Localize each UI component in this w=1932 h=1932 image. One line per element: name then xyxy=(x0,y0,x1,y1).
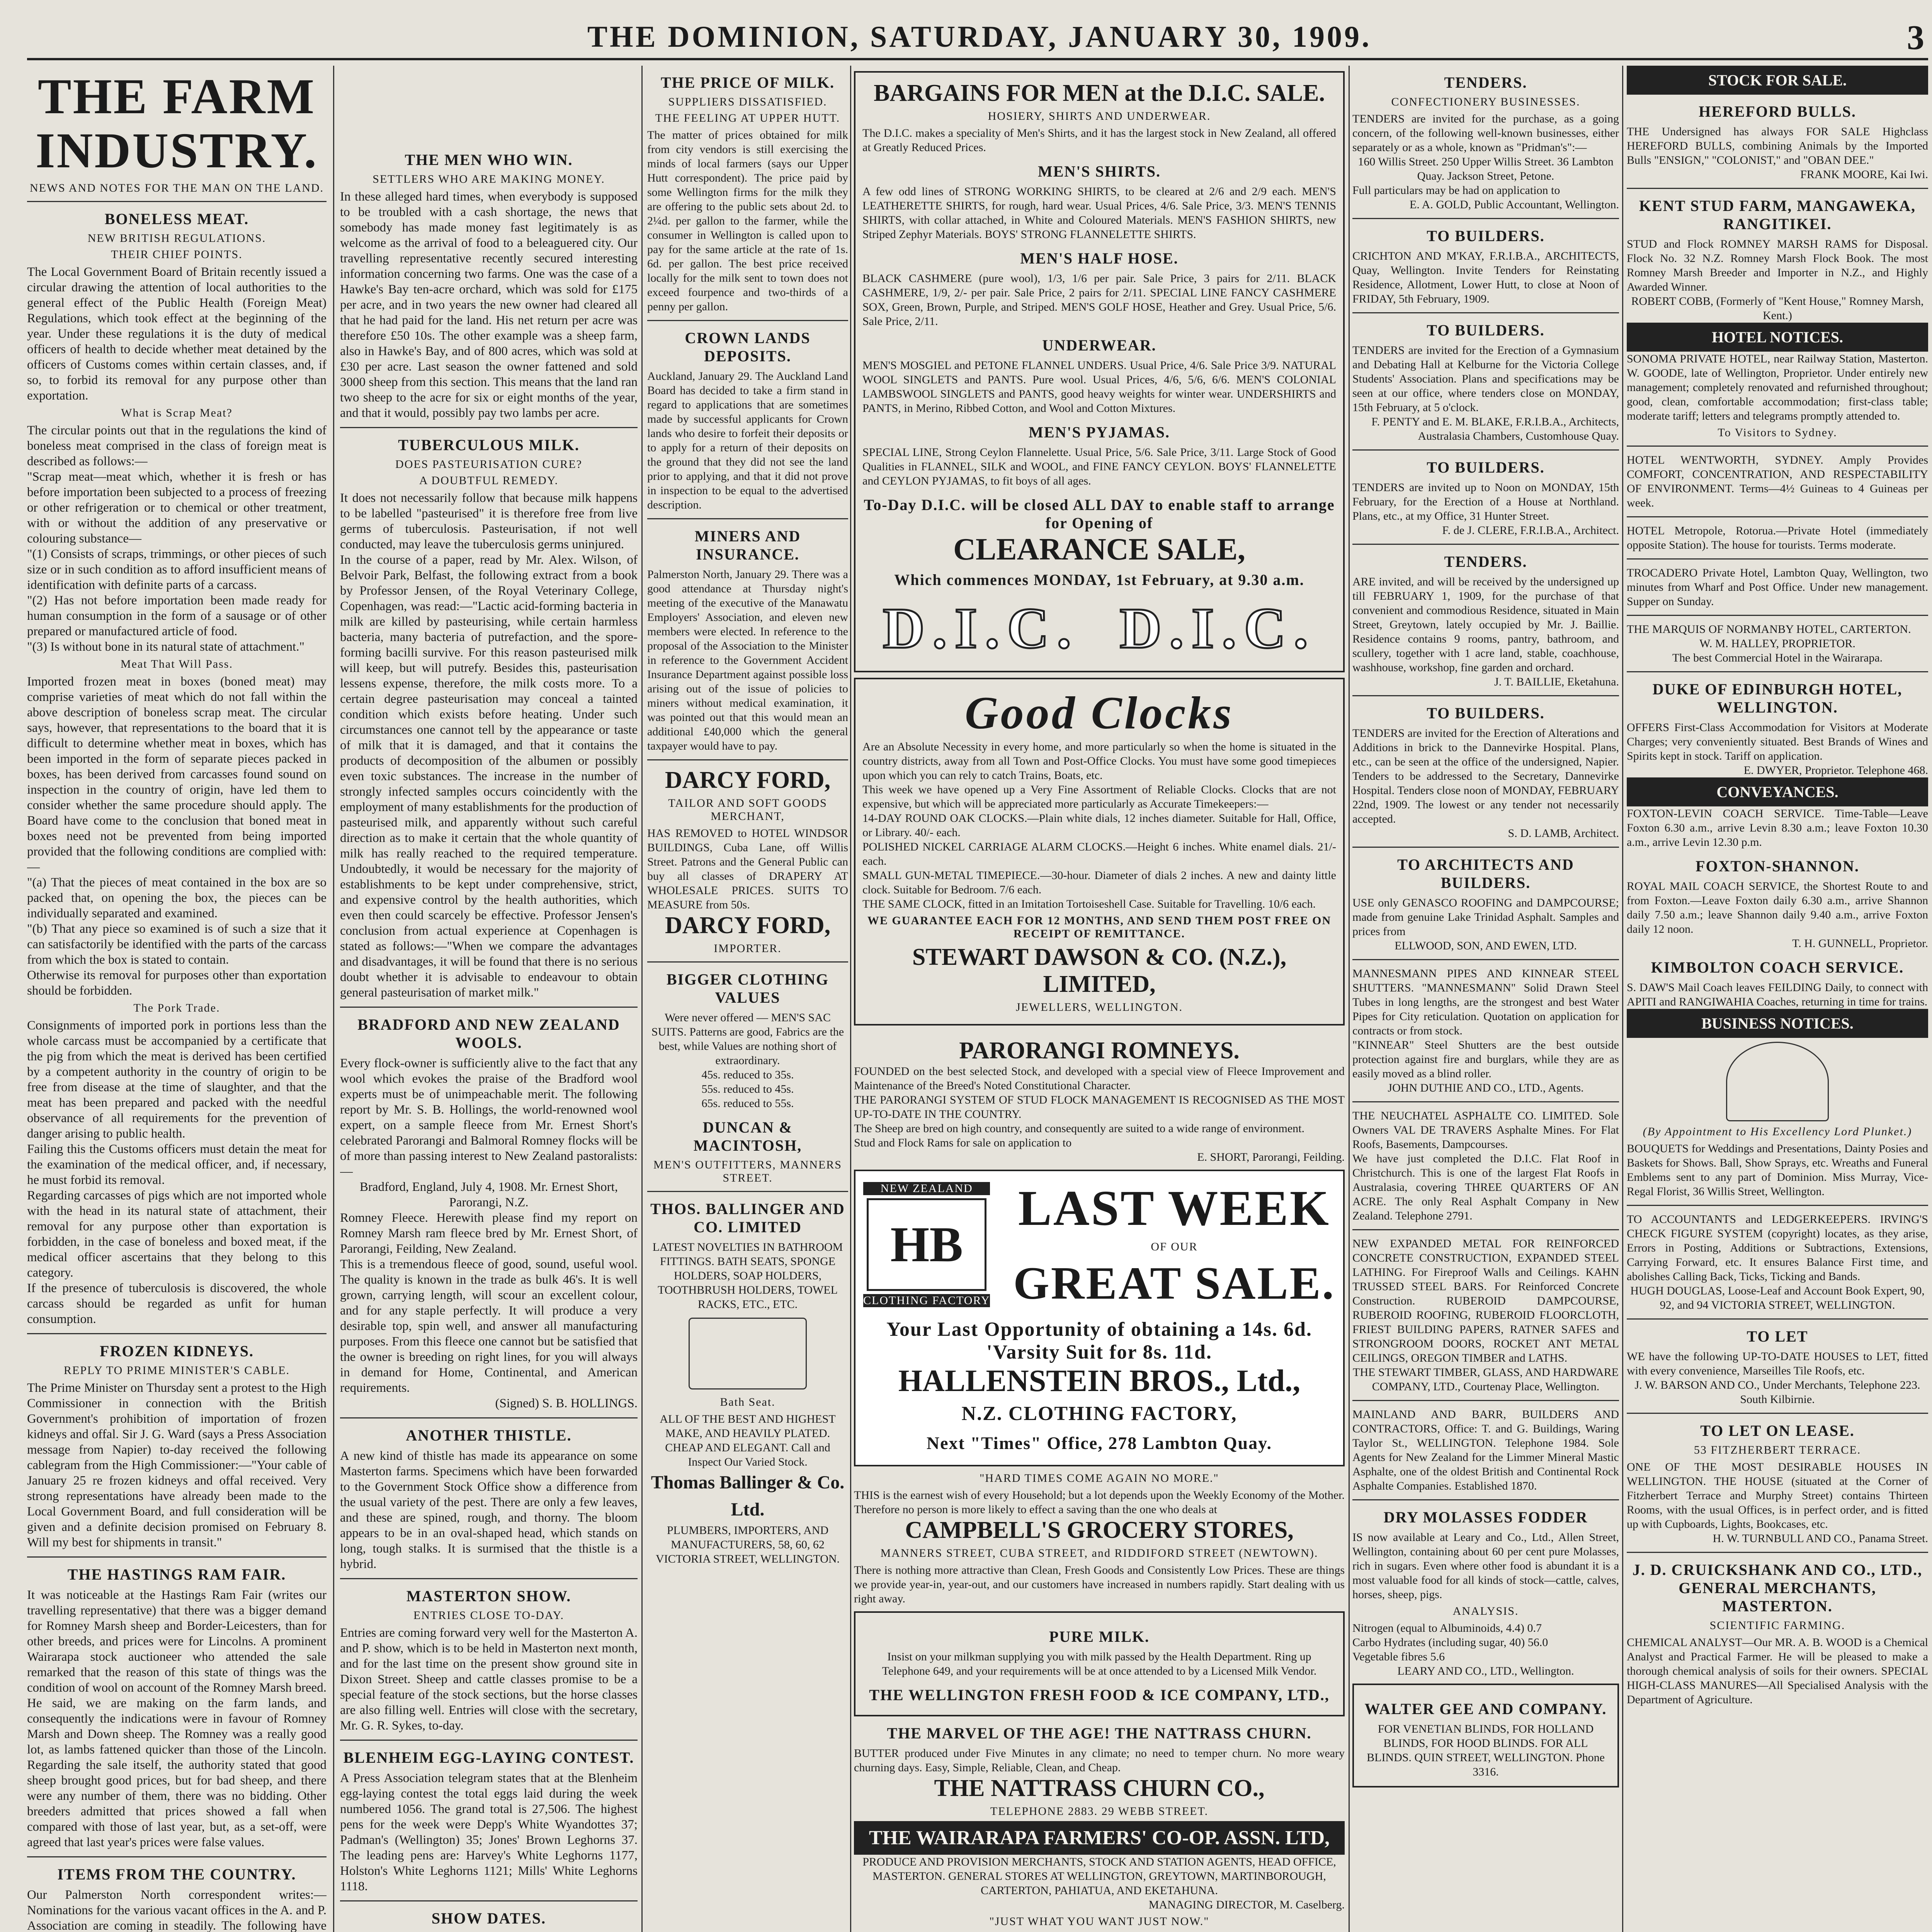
notice-tagline: (By Appointment to His Excellency Lord Plunket.) xyxy=(1643,1125,1912,1138)
notice-signature: S. D. LAMB, Architect. xyxy=(1508,827,1619,840)
paragraph: "(1) Consists of scraps, trimmings, or other pieces of such size or in such condition as to afford insufficient means of identification with definite parts of a carcass. xyxy=(27,547,327,592)
article-heading: ANOTHER THISTLE. xyxy=(406,1427,572,1444)
ad-body: FOUNDED on the best selected Stock, and developed with a special view of Fleece Improvement and Maintenance of the Breed's Noted Constitutional Character. xyxy=(854,1065,1345,1092)
article-heading: SHOW DATES. xyxy=(431,1910,546,1927)
divider xyxy=(1352,544,1619,545)
divider xyxy=(1352,847,1619,848)
paragraph: This is a tremendous fleece of good, sound, useful wool. The quality is known in the trade as bulk 46's. It is well grown, carrying length, will scour an excellent colour, and for any staple perfectly. It will produce a very desirable top, spin well, and answer all manufacturing purposes. From this fleece one cannot but be satisfied that the owner is breeding on right lines, for you will always in demand for Home, Continental, and American requirements. xyxy=(340,1257,638,1395)
article-heading: TUBERCULOUS MILK. xyxy=(398,436,580,454)
article-subheading: DOES PASTEURISATION CURE? xyxy=(395,458,582,471)
column-notices xyxy=(1627,66,1928,1932)
section-heading: DRY MOLASSES FODDER xyxy=(1383,1509,1588,1526)
paragraph: In the course of a paper, read by Mr. Alex. Wilson, of Belvoir Park, Belfast, the following extract from a book by Professor Jensen, of the Royal Veterinary College, Copenhagen, was read:—"Lactic acid-forming bacteria in milk are killed by pasteurising, while certain harmless bacteria, many bacteria of putrefaction, and the spore-forming bacilli survive. For this reason pasteurised milk will keep, but will putrefy. Besides this, pasteurisation lessens expense, therefore, the milk costs more. To a certain degree pasteurisation may conceal a tainted condition which exists before heating. Under such circumstances one cannot tell by the appearance or taste of milk that it is damaged, and that it contains the products of decomposition of the albumen or possibly even toxic substances. The increase in the number of strongly infected samples occurs coincidently with the employment of many establishments for the production of pasteurised milk, and apparently without such careful direction as to make it certain that the whole quantity of milk has really reached to the required temperature. Undoubtedly, it would be necessary for the majority of establishments to be kept under comprehensive, strict, and expensive control by the health authorities, which even then could scarcely be effective. Professor Jensen's conclusion from actual experience at Copenhagen is stated as follows:—"When we compare the advantages and disadvantages, it will be found that there is no serious doubt whether it is advisable to endeavour to obtain general pasteurisation of market milk." xyxy=(340,553,638,1000)
notice-body: USE only GENASCO ROOFING and DAMPCOURSE; made from genuine Lake Trinidad Asphalt. Samples and prices from xyxy=(1352,896,1619,938)
article-heading: BLENHEIM EGG-LAYING CONTEST. xyxy=(343,1749,634,1766)
article-heading: BONELESS MEAT. xyxy=(104,210,249,228)
article-heading: THE MEN WHO WIN. xyxy=(405,151,573,168)
page-number: 3 xyxy=(1907,19,1924,57)
notice-heading: FOXTON-SHANNON. xyxy=(1696,857,1859,875)
ad-body: PLUMBERS, IMPORTERS, AND MANUFACTURERS, 58, 60, 62 VICTORIA STREET, WELLINGTON. xyxy=(655,1524,840,1565)
notice-body: TROCADERO Private Hotel, Lambton Quay, Wellington, two minutes from Wharf and Post Office. Under new management. Supper on Sunday. xyxy=(1627,566,1928,608)
paragraph: Regarding carcasses of pigs which are not imported whole with the head in its natural state of attachment, their removal for any purpose other than exportation is forbidden, in the case of boneless and boxed meat, if the medical officer ascertains that they belong to this category. xyxy=(27,1189,327,1280)
divider xyxy=(1352,959,1619,960)
column-rule xyxy=(641,66,643,1932)
ad-heading: PURE MILK. xyxy=(1049,1628,1150,1645)
ad-body: THIS is the earnest wish of every Household; but a lot depends upon the Weekly Economy of the Mother. Therefore no person is more likely to effect a saving than the one who deals at xyxy=(854,1489,1345,1516)
ad-subheading: MANNERS STREET, CUBA STREET, and RIDDIFORD STREET (NEWTOWN). xyxy=(880,1547,1318,1560)
newspaper-page xyxy=(27,15,1928,1932)
list-item: POLISHED NICKEL CARRIAGE ALARM CLOCKS.—Height 6 inches. White enamel dials. 21/- each. xyxy=(862,840,1336,867)
notice-body: NEW EXPANDED METAL FOR REINFORCED CONCRETE CONSTRUCTION, EXPANDED STEEL LATHING. For Fireproof Walls and Ceilings. KAHN TRUSSED STEEL BARS. For Reinforced Concrete Construction. RUBEROID DAMPCOURSE, RUBEROID ROOFING, RUBEROID FLOORCLOTH, FRIEST BUILDING PAPERS, RATNER SAFES and STRONGROOM DOORS, ROCKET ANT METAL CEILINGS, OREGON TIMBER and LATHS. xyxy=(1352,1237,1619,1364)
section-subheading: ANALYSIS. xyxy=(1452,1605,1519,1617)
ad-body: Were never offered — MEN'S SAC SUITS. Patterns are good, Fabrics are the best, while Values are nothing short of extraordinary. xyxy=(651,1011,844,1067)
ad-heading: BARGAINS FOR MEN at the D.I.C. SALE. xyxy=(874,80,1325,106)
divider xyxy=(647,961,848,963)
masthead xyxy=(27,15,1928,60)
paragraph: If the presence of tuberculosis is discovered, the whole carcass should be regarded as unfit for human consumption. xyxy=(27,1281,327,1326)
article-heading: MASTERTON SHOW. xyxy=(406,1587,571,1605)
notice-body: HOTEL WENTWORTH, SYDNEY. Amply Provides COMFORT, CONCENTRATION, AND RESPECTABILITY OF ENVIRONMENT. Terms—4½ Guineas to 4 Guineas per week. xyxy=(1627,454,1928,509)
notice-body: THE Undersigned has always FOR SALE Highclass HEREFORD BULLS, combining Animals by the Imported Bulls "ENSIGN," "COLONIST," and "OBAN DEE." xyxy=(1627,125,1928,167)
notice-body: BOUQUETS for Weddings and Presentations, Dainty Posies and Baskets for Shows. Ball, Show Sprays, etc. Wreaths and Funeral Emblems sent to any part of Dominion. Miss Murray, Vice-Regal Florist, 36 Willis Street, Wellington. xyxy=(1627,1142,1928,1198)
clocks-advertisement xyxy=(854,678,1345,1026)
article-heading: THE PRICE OF MILK. xyxy=(660,74,835,91)
notice-body: CRICHTON AND M'KAY, F.R.I.B.A., ARCHITECTS, Quay, Wellington. Invite Tenders for Reinstating Residence, Allotment, Lower Hutt, to close at Noon of FRIDAY, 5th February, 1909. xyxy=(1352,250,1619,305)
ad-subheading: UNDERWEAR. xyxy=(1042,337,1156,354)
ad-body: SPECIAL LINE, Strong Ceylon Flannelette. Usual Price, 5/6. Sale Price, 3/11. Large Stock of Good Qualities in FLANNEL, SILK and WOOL, and FINE FANCY CEYLON. BOYS' FLANNELETTE and CEYLON PYJAMAS, to fit boys of all ages. xyxy=(862,446,1336,487)
paragraph: The Prime Minister on Thursday sent a protest to the High Commissioner in connection with the British Government's prohibition of importation of frozen kidneys and offal. Sir J. G. Ward (says a Press Association message from Napier) to-day received the following cablegram from the High Commissioner:—"Your cable of January 25 re frozen kidneys and offal received. Very strong representations have already been made to the Local Government Board, and full consideration will be given and a definite decision promised on February 8. Will my best for shipments in transit." xyxy=(27,1381,327,1549)
notice-body: We have just completed the D.I.C. Flat Roof in Christchurch. This is one of the largest Flat Roofs in Australasia, covering THREE QUARTERS OF AN ACRE. The only Real Asphalt Company in New Zealand. Telephone 2791. xyxy=(1352,1152,1619,1222)
divider xyxy=(647,518,848,519)
section-heading: STOCK FOR SALE. xyxy=(1627,66,1928,95)
section-heading: CONVEYANCES. xyxy=(1627,777,1928,806)
divider xyxy=(1352,695,1619,696)
ad-body: PRODUCE AND PROVISION MERCHANTS, STOCK AND STATION AGENTS, HEAD OFFICE, MASTERTON. GENERAL STORES AT WELLINGTON, GREYTOWN, MARTINBOROUGH, CARTERTON, PAHIATUA, AND EKETAHUNA. xyxy=(862,1855,1336,1897)
column-rule xyxy=(333,66,334,1932)
notice-body: TENDERS are invited for the purchase, as a going concern, of the following well-known businesses, either separately or as a whole, known as "Pridman's":— xyxy=(1352,112,1619,154)
section-heading: TO BUILDERS. xyxy=(1427,704,1545,722)
divider xyxy=(1627,516,1928,517)
divider xyxy=(1352,312,1619,313)
notice-body: SONOMA PRIVATE HOTEL, near Railway Station, Masterton. W. GOODE, late of Wellington, Proprietor. Under entirely new management; completely renovated and refurnished throughout; good, clean, comfortable accommodation; first-class table; moderate tariff; letters and telegrams promptly attended to. xyxy=(1627,352,1928,422)
paragraph: Palmerston North, January 29. There was a good attendance at Thursday night's meeting of the executive of the Manawatu Employers' Association, and eleven new members were elected. In reference to the proposal of the Association to the Minister in reference to the Government Accident Insurance Department against possible loss arising out of the issue of policies to miners without medical examination, it was pointed out that this would mean an additional £40,000 which the general taxpayer would have to pay. xyxy=(647,568,848,752)
paragraph: It was noticeable at the Hastings Ram Fair (writes our travelling representative) that there was a bigger demand for Romney Marsh sheep and Border-Leicesters, than for other breeds, and prices were for Lincolns. A prominent Wairarapa stock auctioneer who attended the sale remarked that the reason of this state of things was the condition of wool on account of the Romney Marsh breed. He said, we are making on the farm lands, and consequently the indications were in favour of Romney Marsh and Down sheep. The Romney was a really good lot, as lambs fattened quicker than those of the Lincoln. Regarding the sale itself, the authority stated that good sheep brought good prices, but for bad sheep, and there were any number of them, there was no bidding. Other breeders admitted that prices showed a fall when compared with those of last year, but, as a set-off, were agreed that last year's prices were false values. xyxy=(27,1588,327,1849)
notice-body: 160 Willis Street. 250 Upper Willis Street. 36 Lambton Quay. Jackson Street, Petone. xyxy=(1358,155,1614,182)
section-heading: TO ARCHITECTS AND BUILDERS. xyxy=(1397,856,1574,891)
ad-body: There is nothing more attractive than Clean, Fresh Goods and Consistently Low Prices. These are things we provide year-in, year-out, and our customers have increased in numbers rapidly. Start dealing with us right away. xyxy=(854,1564,1345,1605)
divider xyxy=(1352,1400,1619,1401)
ad-signature: E. SHORT, Parorangi, Feilding. xyxy=(1197,1151,1345,1163)
notice-signature: J. W. BARSON AND CO., Under Merchants, Telephone 223. South Kilbirnie. xyxy=(1634,1379,1920,1406)
notice-body: Full particulars may be had on application to xyxy=(1352,184,1560,197)
ad-signature: MANAGING DIRECTOR, M. Caselberg. xyxy=(1148,1898,1345,1911)
paragraph: Romney Fleece. Herewith please find my report on Romney Marsh ram fleece bred by Mr. Ernest Short, of Parorangi, Feilding, New Zealand. xyxy=(340,1211,638,1256)
ad-heading: THE MARVEL OF THE AGE! THE NATTRASS CHURN. xyxy=(887,1725,1312,1742)
notice-body: THE NEUCHATEL ASPHALTE CO. LIMITED. Sole Owners VAL DE TRAVERS Asphalte Mines. For Flat Roofs, Basements, Dampcourses. xyxy=(1352,1109,1619,1151)
caption: Bath Seat. xyxy=(720,1396,776,1408)
ad-heading: THOS. BALLINGER AND CO. LIMITED xyxy=(650,1200,845,1236)
notice-body: MANNESMANN PIPES AND KINNEAR STEEL SHUTTERS. "MANNESMANN" Solid Drawn Steel Tubes in long lengths, are the strongest and best Water Pipes for City reticulation. Quotation on application for contracts or from stock. xyxy=(1352,967,1619,1037)
column-price-of-milk xyxy=(647,66,848,1932)
inline-heading: What is Scrap Meat? xyxy=(121,406,233,419)
notice-body: FOXTON-LEVIN COACH SERVICE. Time-Table—Leave Foxton 6.30 a.m., arrive Levin 8.30 a.m.; leave Foxton 10.30 a.m., arrive Levin 12.30 p.m. xyxy=(1627,807,1928,849)
notice-body: TENDERS are invited up to Noon on MONDAY, 15th February, for the Erection of a House at Northland. Plans, etc., at my Office, 31 Hunter Street. xyxy=(1352,481,1619,522)
ad-heading: GREAT SALE. xyxy=(1013,1257,1335,1309)
divider xyxy=(27,1856,327,1857)
section-heading: TO BUILDERS. xyxy=(1427,227,1545,245)
ad-heading: LAST WEEK xyxy=(1018,1180,1330,1236)
ad-heading: PARORANGI ROMNEYS. xyxy=(959,1037,1240,1064)
paragraph: It does not necessarily follow that because milk happens to be labelled "pasteurised" it is therefore free from live germs of tuberculosis. Pasteurisation, if not well conducted, may leave the tuberculosis germs uninjured. xyxy=(340,491,638,551)
dic-logo: D.I.C. xyxy=(883,596,1079,660)
ad-subheading: TAILOR AND SOFT GOODS MERCHANT, xyxy=(668,797,827,823)
notice-tagline: To Visitors to Sydney. xyxy=(1718,426,1837,439)
ad-body: MEN'S MOSGIEL and PETONE FLANNEL UNDERS. Usual Price, 4/6. Sale Price 3/9. NATURAL WOOL SINGLETS and PANTS. Pure wool. Usual Prices, 4/6, 5/6, 6/6. MEN'S COLONIAL LAMBSWOOL SINGLETS and PANTS, good heavy weights for winter wear. UNDERSHIRTS and PANTS, in Merino, Ribbed Cotton, and Wool and Cotton Mixtures. xyxy=(862,359,1336,415)
paragraph: Consignments of imported pork in portions less than the whole carcass must be accompanied by a certificate that the pig from which the meat is derived has been certified by a competent authority in the country of origin to be free from disease at the time of slaughter, and that the meat has been prepared and packed with the needful observance of all requirements for the prevention of danger arising to public health. xyxy=(27,1019,327,1141)
ad-signature: HALLENSTEIN BROS., Ltd., xyxy=(898,1364,1301,1398)
ad-body: FOR VENETIAN BLINDS, FOR HOLLAND BLINDS, FOR HOOD BLINDS. FOR ALL BLINDS. QUIN STREET, WELLINGTON. Phone 3316. xyxy=(1367,1723,1605,1778)
ad-subheading: MEN'S PYJAMAS. xyxy=(1029,423,1170,441)
ad-subheading: MEN'S SHIRTS. xyxy=(1037,163,1161,180)
list-item: Carbo Hydrates (including sugar, 40) 56.0 xyxy=(1352,1636,1548,1649)
paragraph: "(a) That the pieces of meat contained in the box are so packed that, on opening the box, the pieces can be individually separated and examined. xyxy=(27,876,327,920)
ad-subheading: OF OUR xyxy=(1151,1240,1198,1253)
ad-heading: CAMPBELL'S GROCERY STORES, xyxy=(905,1517,1294,1543)
ad-subheading: IMPORTER. xyxy=(714,942,782,955)
divider xyxy=(1627,1318,1928,1320)
ad-heading: WALTER GEE AND COMPANY. xyxy=(1364,1700,1607,1718)
paragraph: The circular points out that in the regulations the kind of boneless meat comprised in the class of foreign meat is described as follows:— xyxy=(27,423,327,468)
column-rule xyxy=(850,66,851,1932)
notice-signature: E. DWYER, Proprietor. Telephone 468. xyxy=(1743,764,1928,777)
divider xyxy=(27,201,327,202)
ad-heading: Good Clocks xyxy=(965,687,1234,738)
notice-signature: ROBERT COBB, (Formerly of "Kent House," Romney Marsh, Kent.) xyxy=(1631,295,1924,322)
section-heading: TO BUILDERS. xyxy=(1427,459,1545,476)
divider xyxy=(1352,449,1619,451)
ad-callout: Which commences MONDAY, 1st February, at 9.30 a.m. xyxy=(894,571,1304,588)
divider xyxy=(1352,1499,1619,1500)
ad-callout: Your Last Opportunity of obtaining a 14s. 6d. 'Varsity Suit for 8s. 11d. xyxy=(886,1318,1312,1363)
section-heading: BUSINESS NOTICES. xyxy=(1627,1009,1928,1038)
divider xyxy=(647,759,848,760)
inline-heading: Meat That Will Pass. xyxy=(120,658,233,670)
paragraph: The matter of prices obtained for milk from city vendors is still exercising the minds of local farmers (says our Upper Hutt correspondent). The price paid by some Wellington firms for the milk they are offering to the public sets about 2d. to 2¼d. per gallon to the farmer, while the consumer in Wellington is called upon to pay for the same article at the rate of 1s. 6d. per gallon. The best price received locally for the milk sent to town does not exceed fourpence and two-thirds of a penny per gallon. xyxy=(647,129,848,313)
divider xyxy=(27,1333,327,1334)
ad-body: HAS REMOVED to HOTEL WINDSOR BUILDINGS, Cuba Lane, off Willis Street. Patrons and the General Public can buy all classes of DRAPERY AT WHOLESALE PRICES. SUITS TO MEASURE from 50s. xyxy=(647,827,848,911)
list-item: THE SAME CLOCK, fitted in an Imitation Tortoiseshell Case. Suitable for Travelling. 10/6 each. xyxy=(862,898,1316,910)
section-subtitle: NEWS AND NOTES FOR THE MAN ON THE LAND. xyxy=(29,182,324,194)
notice-body: CHEMICAL ANALYST—Our MR. A. B. WOOD is a Chemical Analyst and Practical Farmer. He will be pleased to make a thorough chemical analysis of soils for their owners. SPECIAL HIGH-CLASS MANURES—All Specialised Analysis with the Department of Agriculture. xyxy=(1627,1636,1928,1706)
ad-body: Stud and Flock Rams for sale on application to xyxy=(854,1136,1072,1149)
divider xyxy=(340,1900,638,1901)
notice-signature: F. PENTY and E. M. BLAKE, F.R.I.B.A., Architects, Australasia Chambers, Customhouse Quay. xyxy=(1371,415,1619,442)
signature: (Signed) S. B. HOLLINGS. xyxy=(495,1396,638,1410)
ad-body: This week we have opened up a Very Fine Assortment of Reliable Clocks. Clocks that are not expensive, but which will be appreciated more particularly as Accurate Timekeepers:— xyxy=(862,783,1336,810)
dic-advertisement xyxy=(854,71,1345,672)
notice-signature: LEARY AND CO., LTD., Wellington. xyxy=(1397,1665,1574,1677)
ad-body: ALL OF THE BEST AND HIGHEST MAKE, AND HEAVILY PLATED. CHEAP AND ELEGANT. Call and Inspect Our Varied Stock. xyxy=(660,1413,836,1468)
paragraph: Imported frozen meat in boxes (boned meat) may comprise varieties of meat which do not fall within the above description of boneless scrap meat. The circular says, however, that representations to the board that it is difficult to determine whether meat in boxes, which has been imported in the form of separate pieces packed in boxes, has been derived from carcasses found sound on inspection in the country of origin, have led them to consider whether the same procedure should apply. The Board have come to the conclusion that boned meat in boxes need not be prevented from being imported provided that the following conditions are complied with:— xyxy=(27,675,327,874)
ad-body: The D.I.C. makes a speciality of Men's Shirts, and it has the largest stock in New Zealand, all offered at Greatly Reduced Prices. xyxy=(862,127,1336,154)
ad-body: BLACK CASHMERE (pure wool), 1/3, 1/6 per pair. Sale Price, 3 pairs for 2/11. BLACK CASHMERE, 1/9, 2/- per pair. Sale Price, 2 pairs for 2/11. SPECIAL LINE FANCY CASHMERE SOX, Green, Brown, Purple, and Striped. MEN'S GOLF HOSE, Heather and Grey. Usual Price, 5/6. Sale Price, 2/11. xyxy=(862,272,1336,328)
hb-banner-top: NEW ZEALAND xyxy=(863,1182,990,1195)
price-line: 45s. reduced to 35s. xyxy=(701,1068,794,1081)
article-subheading: SETTLERS WHO ARE MAKING MONEY. xyxy=(372,173,605,185)
divider xyxy=(1352,1101,1619,1102)
ad-signature: STEWART DAWSON & CO. (N.Z.), LIMITED, xyxy=(912,944,1287,997)
notice-subheading: SCIENTIFIC FARMING. xyxy=(1709,1619,1845,1632)
article-subheading: A DOUBTFUL REMEDY. xyxy=(419,474,559,487)
column-men-who-win xyxy=(340,66,638,1932)
paragraph: Entries are coming forward very well for the Masterton A. and P. show, which is to be held in Masterton next month, and for the last time on the present show ground site in Dixon Street. Sheep and cattle classes promise to be a special feature of the stock sections, but the horse classes are also filling well. Entries will close with the secretary, Mr. G. R. Sykes, to-day. xyxy=(340,1626,638,1733)
ad-heading: THE WAIRARAPA FARMERS' CO-OP. ASSN. LTD, xyxy=(854,1821,1345,1855)
ad-subheading: MEN'S OUTFITTERS, MANNERS STREET. xyxy=(653,1158,842,1184)
divider xyxy=(1627,615,1928,616)
notice-signature: W. M. HALLEY, PROPRIETOR. xyxy=(1699,637,1855,650)
divider xyxy=(1352,1229,1619,1230)
paragraph: "(3) Is without bone in its natural state of attachment." xyxy=(27,640,304,654)
divider xyxy=(340,1578,638,1579)
column-farm-industry xyxy=(27,66,327,1932)
section-heading: TO BUILDERS. xyxy=(1427,321,1545,339)
notice-heading: DUKE OF EDINBURGH HOTEL, WELLINGTON. xyxy=(1652,680,1903,716)
notice-signature: ELLWOOD, SON, AND EWEN, LTD. xyxy=(1395,939,1577,952)
notice-body: WE have the following UP-TO-DATE HOUSES to LET, fitted with every convenience, Marseilles Tile Roofs, etc. xyxy=(1627,1350,1928,1377)
notice-signature: HUGH DOUGLAS, Loose-Leaf and Account Book Expert, 90, 92, and 94 VICTORIA STREET, WELLINGTON. xyxy=(1630,1284,1925,1311)
paragraph: Otherwise its removal for purposes other than exportation should be forbidden. xyxy=(27,968,327,998)
list-item: Nitrogen (equal to Albuminoids, 4.4) 0.7 xyxy=(1352,1622,1542,1634)
ad-heading: DARCY FORD, xyxy=(665,767,831,793)
ad-subheading: HOSIERY, SHIRTS AND UNDERWEAR. xyxy=(988,110,1211,122)
paragraph: The Local Government Board of Britain recently issued a circular drawing the attention of local authorities to the general effect of the Public Health (Foreign Meat) Regulations, which took effect at the beginning of the year. Under these regulations it is the duty of medical officers of health to decide whether meat detained by the officers of Customs comes within certain classes, and, if so, to forbid its removal for any purpose other than exportation. xyxy=(27,265,327,403)
ad-signature: THE NATTRASS CHURN CO., xyxy=(934,1775,1265,1801)
column-tenders xyxy=(1352,66,1619,1932)
notice-heading: HEREFORD BULLS. xyxy=(1699,103,1856,120)
notice-body: TENDERS are invited for the Erection of a Gymnasium and Debating Hall at Kelburne for the Victoria College Students' Association. Plans and specifications may be seen at our office, where tenders close on MONDAY, 15th February, at 5 o'clock. xyxy=(1352,344,1619,414)
divider xyxy=(1627,188,1928,189)
paragraph: Auckland, January 29. The Auckland Land Board has decided to take a firm stand in regard to applications that are sometimes made by successful applicants for Crown lands who desire to forfeit their deposits or to apply for a return of their deposits on the ground that they did not see the land prior to applying, and that it did not prove in inspection to be equal to the advertised description. xyxy=(647,370,848,511)
column-rule xyxy=(1622,66,1623,1932)
divider xyxy=(1627,558,1928,560)
notice-signature: THE STEWART TIMBER, GLASS, AND HARDWARE COMPANY, LTD., Courtenay Place, Wellington. xyxy=(1353,1366,1619,1393)
notice-body: HOTEL Metropole, Rotorua.—Private Hotel (immediately opposite Station). The house for tourists. Terms moderate. xyxy=(1627,524,1928,551)
article-heading: CROWN LANDS DEPOSITS. xyxy=(685,329,811,365)
ad-body: LATEST NOVELTIES IN BATHROOM FITTINGS. BATH SEATS, SPONGE HOLDERS, SOAP HOLDERS, TOOTHBRUSH HOLDERS, TOWEL RACKS, ETC., ETC. xyxy=(652,1241,843,1311)
section-heading: TENDERS. xyxy=(1444,74,1527,91)
article-subheading: ENTRIES CLOSE TO-DAY. xyxy=(413,1609,565,1622)
ad-body: THE PARORANGI SYSTEM OF STUD FLOCK MANAGEMENT IS RECOGNISED AS THE MOST UP-TO-DATE IN THE COUNTRY. xyxy=(854,1094,1345,1121)
ad-body: A few odd lines of STRONG WORKING SHIRTS, to be cleared at 2/6 and 2/9 each. MEN'S LEATHERETTE SHIRTS, for rough, hard wear. Usual Prices, 4/6. Sale Price, 3/3. MEN'S TENNIS SHIRTS, with collar attached, in White and Coloured Materials. MEN'S FASHION SHIRTS, new Striped Zephyr Materials. BOYS' STRONG FLANNELETTE SHIRTS. xyxy=(862,185,1336,241)
notice-body: MAINLAND AND BARR, BUILDERS AND CONTRACTORS, Office: T. and G. Buildings, Waring Taylor St., WELLINGTON. Telephone 1984. Sole Agents for New Zealand for the Limmer Mineral Mastic Asphalte, one of the oldest British and Continental Rock Asphalte Companies. Established 1870. xyxy=(1352,1408,1619,1492)
notice-signature: F. de J. CLERE, F.R.I.B.A., Architect. xyxy=(1442,524,1619,537)
divider xyxy=(340,1417,638,1418)
notice-heading: J. D. CRUICKSHANK AND CO., LTD., GENERAL MERCHANTS, MASTERTON. xyxy=(1632,1561,1923,1615)
notice-body: IS now available at Leary and Co., Ltd., Allen Street, Wellington, containing about 60 per cent pure Molasses, rich in sugars. Even where other food is abundant it is a most valuable food for all kinds of stock—cattle, calves, horses, sheep, pigs. xyxy=(1352,1531,1619,1601)
notice-body: "KINNEAR" Steel Shutters are the best outside protection against fire and burglars, while they are as easily moved as a blind roller. xyxy=(1352,1039,1619,1080)
divider xyxy=(1627,1552,1928,1553)
notice-heading: TO LET ON LEASE. xyxy=(1700,1422,1855,1439)
paragraph: "(2) Has not before importation been made ready for human consumption in the form of a sausage or of other prepared or manufactured article of food. xyxy=(27,594,327,638)
divider xyxy=(1627,1205,1928,1206)
notice-body: ROYAL MAIL COACH SERVICE, the Shortest Route to and from Foxton.—Leave Foxton daily 6.30 a.m., arrive Shannon daily 7.50 a.m.; leave Shannon daily 9.40 a.m., arrive Foxton daily 12 noon. xyxy=(1627,880,1928,935)
paragraph: "(b) That any piece so examined is of such a size that it can satisfactorily be identified with the parts of the carcass from which the box is stated to contain. xyxy=(27,922,327,967)
article-subheading: NEW BRITISH REGULATIONS. xyxy=(87,232,266,245)
ad-callout: WE GUARANTEE EACH FOR 12 MONTHS, AND SEND THEM POST FREE ON RECEIPT OF REMITTANCE. xyxy=(867,914,1332,940)
notice-body: OFFERS First-Class Accommodation for Visitors at Moderate Charges; very conveniently situated. Best Brands of Wines and Spirits kept in stock. Tariff on application. xyxy=(1627,721,1928,762)
divider xyxy=(647,320,848,321)
article-heading: ITEMS FROM THE COUNTRY. xyxy=(57,1866,296,1883)
divider xyxy=(1627,671,1928,672)
ad-signature: DUNCAN & MACINTOSH, xyxy=(693,1119,802,1154)
notice-body: S. DAW'S Mail Coach leaves FEILDING Daily, to connect with APITI and RANGIWAHIA Coaches, returning in time for trains. xyxy=(1627,981,1928,1008)
article-subheading: REPLY TO PRIME MINISTER'S CABLE. xyxy=(63,1364,290,1377)
ad-signature: THE WELLINGTON FRESH FOOD & ICE COMPANY, LTD., xyxy=(869,1686,1330,1704)
divider xyxy=(1627,446,1928,447)
notice-subheading: 53 FITZHERBERT TERRACE. xyxy=(1694,1444,1861,1456)
divider xyxy=(340,1007,638,1008)
hb-logo: HB xyxy=(867,1198,986,1291)
list-item: Vegetable fibres 5.6 xyxy=(1352,1650,1445,1663)
notice-signature: T. H. GUNNELL, Proprietor. xyxy=(1792,937,1928,950)
notice-signature: E. A. GOLD, Public Accountant, Wellington. xyxy=(1410,198,1619,211)
notice-body: The best Commercial Hotel in the Wairarapa. xyxy=(1672,651,1883,664)
notice-body: TO ACCOUNTANTS and LEDGERKEEPERS. IRVING'S CHECK FIGURE SYSTEM (copyright) locates, as they arise, Errors in Posting, Additions or Subtractions, Extensions, Carrying Forward, etc. It ensures Balance First time, and abolishes Calling Back, Ticks, Ticking and Bands. xyxy=(1627,1213,1928,1283)
divider xyxy=(27,1556,327,1558)
ad-subheading: N.Z. CLOTHING FACTORY, xyxy=(961,1403,1237,1425)
ad-signature: DARCY FORD, xyxy=(665,912,831,939)
divider xyxy=(647,1191,848,1192)
ad-body: Insist on your milkman supplying you with milk passed by the Health Department. Ring up Telephone 649, and your requirements will be at once attended to by a Licensed Milk Vendor. xyxy=(882,1650,1317,1677)
divider xyxy=(340,427,638,428)
article-subheading: THEIR CHIEF POINTS. xyxy=(111,248,243,261)
divider xyxy=(1352,218,1619,219)
article-subheading: SUPPLIERS DISSATISFIED. xyxy=(668,95,827,108)
notice-body: ONE OF THE MOST DESIRABLE HOUSES IN WELLINGTON. THE HOUSE (situated at the Corner of Fitzherbert Terrace and Murphy Street) contains Thirteen Rooms, with the usual Offices, is in perfect order, and is fitted up with Cupboards, Lights, Bookcases, etc. xyxy=(1627,1461,1928,1531)
list-item: SMALL GUN-METAL TIMEPIECE.—30-hour. Diameter of dials 2 inches. A new and dainty little clock. Suitable for Bedroom. 7/6 each. xyxy=(862,869,1336,896)
walter-gee-advertisement xyxy=(1352,1684,1619,1787)
notice-body: ARE invited, and will be received by the undersigned up till FEBRUARY 1, 1909, for the purchase of that convenient and commodious Residence, situated in Main Street, Greytown, lately occupied by Mr. J. Baillie. Residence contains 9 rooms, pantry, bathroom, and scullery, together with 1 acre land, stable, coachhouse, washhouse, workshop, fine garden and orchard. xyxy=(1352,575,1619,674)
notice-signature: JOHN DUTHIE AND CO., LTD., Agents. xyxy=(1388,1082,1584,1094)
inline-heading: The Pork Trade. xyxy=(133,1002,220,1014)
divider xyxy=(340,1740,638,1741)
notice-body: THE MARQUIS OF NORMANBY HOTEL, CARTERTON. xyxy=(1627,623,1911,636)
article-heading: MINERS AND INSURANCE. xyxy=(694,527,801,563)
divider xyxy=(1627,1413,1928,1414)
price-line: 55s. reduced to 45s. xyxy=(701,1083,794,1095)
ad-heading: CLEARANCE SALE, xyxy=(953,532,1245,566)
article-heading: FROZEN KIDNEYS. xyxy=(100,1342,254,1360)
list-item: 14-DAY ROUND OAK CLOCKS.—Plain white dials, 12 inches diameter. Suitable for Hall, Office, or Library. 40/- each. xyxy=(862,812,1336,839)
ad-body: BUTTER produced under Five Minutes in any climate; no need to temper churn. No more weary churning days. Easy, Simple, Reliable, Clean, and Cheap. xyxy=(854,1747,1345,1774)
paragraph: "Scrap meat—meat which, whether it is fresh or has before importation been subjected to a process of freezing or other refrigeration or to chemical or other treatment, with or without the addition of any preservative or colouring substance— xyxy=(27,470,327,546)
notice-signature: H. W. TURNBULL AND CO., Panama Street. xyxy=(1713,1532,1928,1545)
notice-body: TENDERS are invited for the Erection of Alterations and Additions in brick to the Dannevirke Hospital. Plans, etc., can be seen at the office of the undersigned, Napier. Tenders to be addressed to the Secretary, Dannevirke Hospital. Tenders close noon of MONDAY, FEBRUARY 22nd, 1909. The lowest or any tender not necessarily accepted. xyxy=(1352,727,1619,825)
ad-signature: Thomas Ballinger & Co. Ltd. xyxy=(651,1472,845,1520)
ad-body: The Sheep are bred on high country, and consequently are suited to a wide range of environment. xyxy=(854,1122,1305,1135)
bath-seat-illustration xyxy=(689,1318,807,1389)
ad-body: Are an Absolute Necessity in every home, and more particularly so when the home is situated in the country districts, away from all Town and Post-Office Clocks. You must have some good timepieces upon which you can rely to catch Trains, Boats, etc. xyxy=(862,740,1336,782)
article-heading: THE HASTINGS RAM FAIR. xyxy=(67,1566,286,1583)
paragraph: Every flock-owner is sufficiently alive to the fact that any wool which evokes the praise of the Bradford wool experts must be of unimpeachable merit. The following report by Mr. S. B. Hollings, the world-renowned wool expert, on a sample fleece from Mr. Ernest Short's celebrated Parorangi and Balmoral Romney flocks will be of more than passing interest to New Zealand pastoralists:— xyxy=(340,1056,638,1179)
notice-body: STUD and Flock ROMNEY MARSH RAMS for Disposal. Flock No. 32 N.Z. Romney Marsh Flock Book. The most Romney Marsh Breeder and Importer in N.Z., and Highly Awarded Winner. xyxy=(1627,238,1928,293)
ad-subheading: Next "Times" Office, 278 Lambton Quay. xyxy=(926,1433,1272,1453)
masthead-title: THE DOMINION, SATURDAY, JANUARY 30, 1909. xyxy=(587,20,1372,53)
paragraph: In these alleged hard times, when everybody is supposed to be troubled with a cash shortage, the news that somebody has made money fast legitimately is as welcome as the arrival of food to a beleaguered city. Our travelling representative recently secured interesting information concerning two farms. One was the case of a Hawke's Bay ten-acre orchard, which was sold for £175 per acre, and in two years the new owner had cleared all that he had paid for the land. His net return per acre was therefore £50 10s. The other example was a sheep farm, also in Hawke's Bay, and of 800 acres, which was sold at £30 per acre. Last season the owner fattened and sold 3000 sheep from this section. This means that the land ran two sheep to the acre for six or eight months of the year, and that it would, possibly pay two lambs per acre. xyxy=(340,190,638,420)
column-advertisements-center xyxy=(854,66,1345,1932)
columns xyxy=(27,66,1928,1932)
ad-tagline: "JUST WHAT YOU WANT JUST NOW." xyxy=(989,1915,1209,1928)
hallenstein-advertisement xyxy=(854,1170,1345,1466)
paragraph: A Press Association telegram states that at the Blenheim egg-laying contest the total eggs laid during the week numbered 1056. The grand total is 27,506. The highest pens for the week were Depp's White Wyandottes 37; Padman's (Wellington) 35; Jones' Brown Leghorns 37. The leading pens are: Harvey's White Leghorns 1177, Holston's White Leghorns 1121; Mills' White Leghorns 1118. xyxy=(340,1771,638,1893)
paragraph: Our Palmerston North correspondent writes:—Nominations for the various vacant offices in the A. and P. Association are coming in steadily. The following have xyxy=(27,1888,327,1932)
section-subheading: CONFECTIONERY BUSINESSES. xyxy=(1391,95,1580,108)
paragraph: A new kind of thistle has made its appearance on some Masterton farms. Specimens which have been forwarded to the Government Stock Office show a difference from the usual variety of the pest. There are only a few leaves, and these are spined, rough, and thorny. The bloom appears to be in an oval-shaped head, which stands on long, tough stalks. It is surmised that the thistle is a hybrid. xyxy=(340,1449,638,1571)
hb-banner-bottom: CLOTHING FACTORY xyxy=(863,1294,990,1307)
milk-advertisement xyxy=(854,1611,1345,1716)
ad-tagline: "HARD TIMES COME AGAIN NO MORE." xyxy=(980,1472,1219,1485)
paragraph: Bradford, England, July 4, 1908. Mr. Ernest Short, Parorangi, N.Z. xyxy=(359,1180,618,1209)
ad-heading: BIGGER CLOTHING VALUES xyxy=(666,971,829,1006)
notice-heading: KENT STUD FARM, MANGAWEKA, RANGITIKEI. xyxy=(1639,197,1916,233)
notice-signature: J. T. BAILLIE, Eketahuna. xyxy=(1494,675,1619,688)
notice-heading: TO LET xyxy=(1747,1328,1808,1345)
price-line: 65s. reduced to 55s. xyxy=(701,1097,794,1110)
section-title: THE FARM INDUSTRY. xyxy=(35,69,318,179)
dic-logo: D.I.C. xyxy=(1119,596,1316,660)
ad-subheading: TELEPHONE 2883. 29 WEBB STREET. xyxy=(990,1805,1209,1818)
column-rule xyxy=(1349,66,1350,1932)
royal-crest-icon xyxy=(1726,1042,1829,1121)
article-subheading: THE FEELING AT UPPER HUTT. xyxy=(655,112,840,124)
notice-signature: FRANK MOORE, Kai Iwi. xyxy=(1800,168,1928,181)
ad-subheading: MEN'S HALF HOSE. xyxy=(1020,250,1179,267)
notice-heading: KIMBOLTON COACH SERVICE. xyxy=(1651,959,1904,976)
article-heading: BRADFORD AND NEW ZEALAND WOOLS. xyxy=(357,1016,620,1051)
section-heading: TENDERS. xyxy=(1444,553,1527,570)
section-heading: HOTEL NOTICES. xyxy=(1627,323,1928,352)
ad-subheading: JEWELLERS, WELLINGTON. xyxy=(1016,1001,1183,1014)
ad-callout: To-Day D.I.C. will be closed ALL DAY to enable staff to arrange for Opening of xyxy=(864,496,1335,532)
paragraph: Failing this the Customs officers must detain the meat for the examination of the medical officer, and, if necessary, he must forbid its removal. xyxy=(27,1142,327,1187)
